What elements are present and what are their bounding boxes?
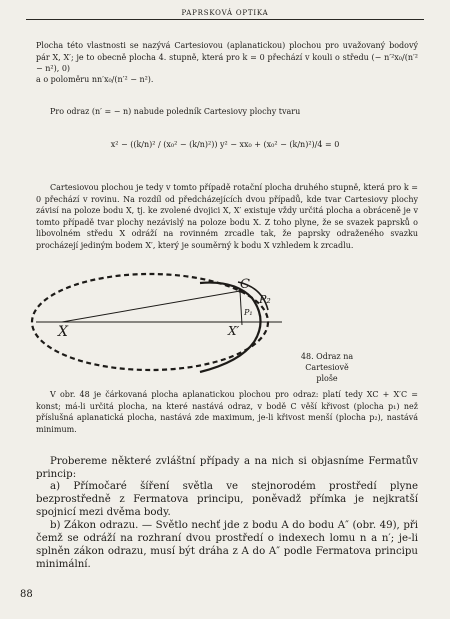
label-p2: P₂ [259, 293, 271, 306]
paragraph-4: V obr. 48 je čárkovaná plocha aplanatickou plochou pro odraz: platí tedy XC + X′C = konst; má-li určitá plocha, na které nastává odraz, v bodě C věší křivost (plocha p₁) než příslušná aplanatická plocha, nastává zde maximum, je-li křivost menší (plocha p₂), nastává minimum. [36, 390, 418, 434]
figure-caption [282, 351, 372, 384]
paragraph-1: Plocha této vlastnosti se nazývá Cartesiovou (aplanatickou) plochou pro uvažovaný bodový pár X, X′; je to obecně plocha 4. stupně, která pro k = 0 přechází v kouli o středu (− n′²x₀/(n′² − n²), 0) [36, 41, 418, 73]
label-xprime: X′ [228, 324, 240, 338]
running-header: PAPRSKOVÁ OPTIKA [181, 9, 269, 17]
paragraph-1b: a o poloměru nn′x₀/(n′² − n²). [36, 75, 154, 84]
formula-meridian: x² − ((k/n)² / (x₀² − (k/n)²)) y² − xx₀ + (x₀² − (k/n)²)/4 = 0 [110, 140, 340, 149]
paragraph-6: a) Přímočaré šíření světla ve stejnorodém prostředí plyne bezprostředně z Fermatova principu, poněvadž přímka je nejkratší spojnicí mezi dvěma body. [36, 481, 418, 518]
page-number: 88 [20, 589, 33, 600]
paragraph-7: b) Zákon odrazu. — Světlo nechť jde z bodu A do bodu A″ (obr. 49), při čemž se odráží na rozhraní dvou prostředí o indexech lomu n a n′; je-li splněn zákon odrazu, musí být dráha z A do A″ podle Fermatova principu minimální. [36, 520, 418, 570]
paragraph-3: Cartesiovou plochou je tedy v tomto případě rotační plocha druhého stupně, která pro k = 0 přechází v rovinu. Na rozdíl od předcházejících dvou případů, kde tvar Cartesiovy plochy závisí na poloze bodu X, tj. ke zvolené dvojici X, X′ existuje vždy určitá plocha a obráceně je v tomto případě tvar plochy nezávislý na poloze bodu X. Z toho plyne, že se svazek paprsků o libovolném středu X odráží na rovinném zrcadle tak, že paprsky odraženého svazku procházejí jediným bodem X′, který je souměrný k bodu X vzhledem k zrcadlu. [36, 183, 418, 250]
caption-line-2: ploše [316, 374, 338, 383]
ray-c-xprime [240, 291, 242, 325]
paragraph-2: Pro odraz (n′ = − n) nabude poledník Cartesiovy plochy tvaru [50, 107, 301, 116]
paragraph-5: Probereme některé zvláštní případy a na nich si objasníme Fermatův princip: [36, 456, 418, 480]
label-p1: P₁ [244, 308, 253, 317]
caption-line-1: 48. Odraz na Cartesiově [300, 352, 354, 372]
label-x: X [58, 324, 68, 340]
label-c: C [240, 277, 250, 292]
ray-x-c [62, 291, 240, 322]
